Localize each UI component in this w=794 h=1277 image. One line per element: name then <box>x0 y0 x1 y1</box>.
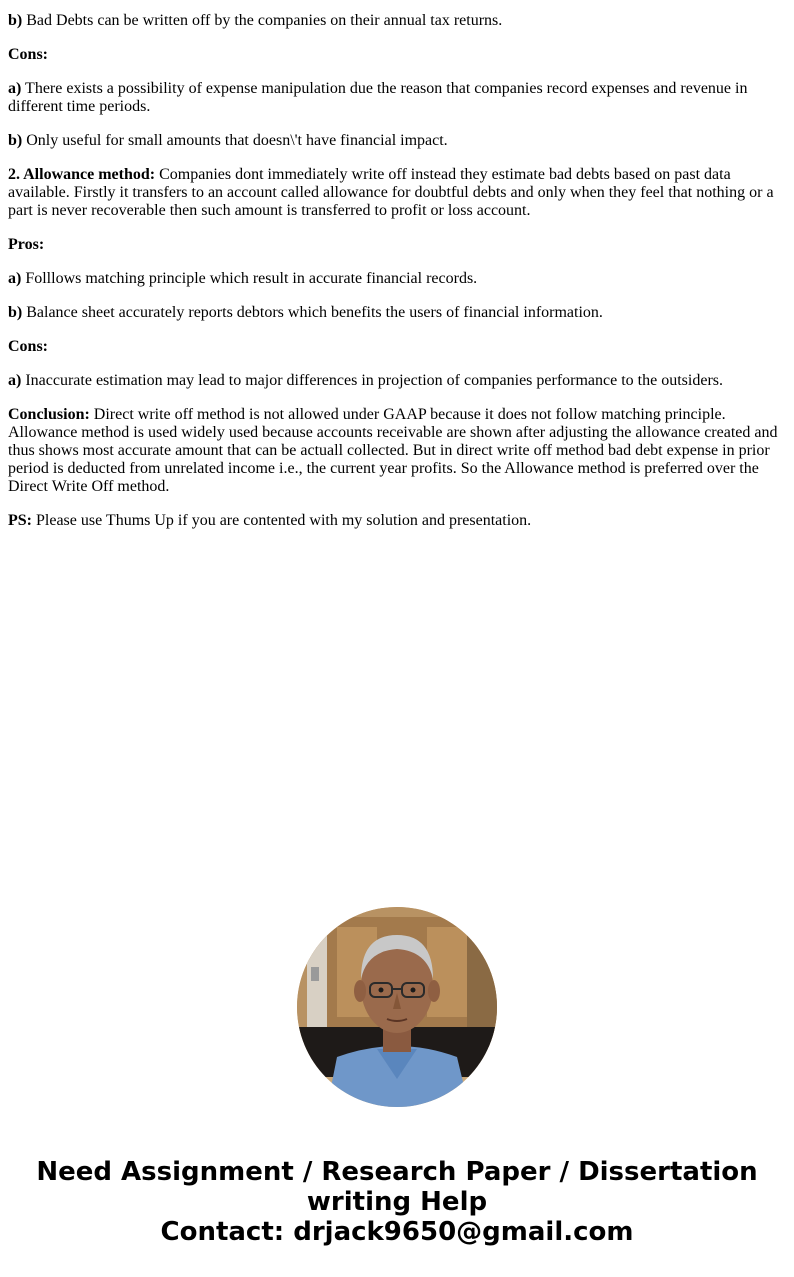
paragraph-lead: a) <box>8 80 22 97</box>
paragraph-pros-b-2 <box>8 304 786 322</box>
avatar <box>297 907 497 1107</box>
paragraph-lead: Conclusion: <box>8 406 90 423</box>
paragraph-pros-b <box>8 12 786 30</box>
promo-line-2: writing Help <box>306 1187 488 1217</box>
paragraph-allowance-method <box>8 166 786 220</box>
paragraph-text: Bad Debts can be written off by the companies on their annual tax returns. <box>22 12 503 29</box>
promo-line-1: Need Assignment / Research Paper / Dissertation <box>36 1157 758 1187</box>
paragraph-pros-a <box>8 270 786 288</box>
paragraph-lead: a) <box>8 270 22 287</box>
author-portrait-icon <box>297 907 497 1107</box>
promo-contact: Contact: drjack9650@gmail.com <box>160 1217 634 1247</box>
paragraph-lead: Cons: <box>8 46 49 63</box>
paragraph-lead: Cons: <box>8 338 49 355</box>
paragraph-cons-b <box>8 132 786 150</box>
paragraph-lead: b) <box>8 12 23 29</box>
paragraph-text: Companies dont immediately write off instead they estimate bad debts based on past data available. Firstly it transfers to an account called allowance for doubtful debts and only when they feel that nothing or a part is never recoverable then such amount is transferred to profit or loss account. <box>8 166 774 219</box>
paragraph-text: Balance sheet accurately reports debtors which benefits the users of financial information. <box>22 304 603 321</box>
paragraph-text: Only useful for small amounts that doesn\'t have financial impact. <box>22 132 448 149</box>
paragraph-lead: b) <box>8 132 23 149</box>
paragraph-lead: 2. Allowance method: <box>8 166 156 183</box>
paragraph-ps <box>8 512 786 530</box>
paragraph-text: There exists a possibility of expense manipulation due the reason that companies record expenses and revenue in different time periods. <box>8 80 748 115</box>
paragraph-text: Direct write off method is not allowed under GAAP because it does not follow matching principle. Allowance method is used widely used because accounts receivable are shown after adjusting the allowance created and thus shows most accurate amount that can be actuall collected. But in direct write off method bad debt expense in prior period is deducted from unrelated income i.e., the current year profits. So the Allowance method is preferred over the Direct Write Off method. <box>8 406 778 495</box>
paragraph-text: Inaccurate estimation may lead to major differences in projection of companies performance to the outsiders. <box>21 372 723 389</box>
heading-cons <box>8 46 786 64</box>
heading-pros <box>8 236 786 254</box>
heading-cons-2 <box>8 338 786 356</box>
paragraph-text: Please use Thums Up if you are contented with my solution and presentation. <box>32 512 532 529</box>
paragraph-lead: Pros: <box>8 236 45 253</box>
answer-body <box>8 12 786 546</box>
paragraph-text: Folllows matching principle which result in accurate financial records. <box>21 270 478 287</box>
paragraph-cons-a-2 <box>8 372 786 390</box>
paragraph-conclusion <box>8 406 786 496</box>
paragraph-lead: PS: <box>8 512 32 529</box>
paragraph-lead: b) <box>8 304 23 321</box>
promo-footer <box>0 1157 794 1247</box>
paragraph-cons-a <box>8 80 786 116</box>
paragraph-lead: a) <box>8 372 22 389</box>
